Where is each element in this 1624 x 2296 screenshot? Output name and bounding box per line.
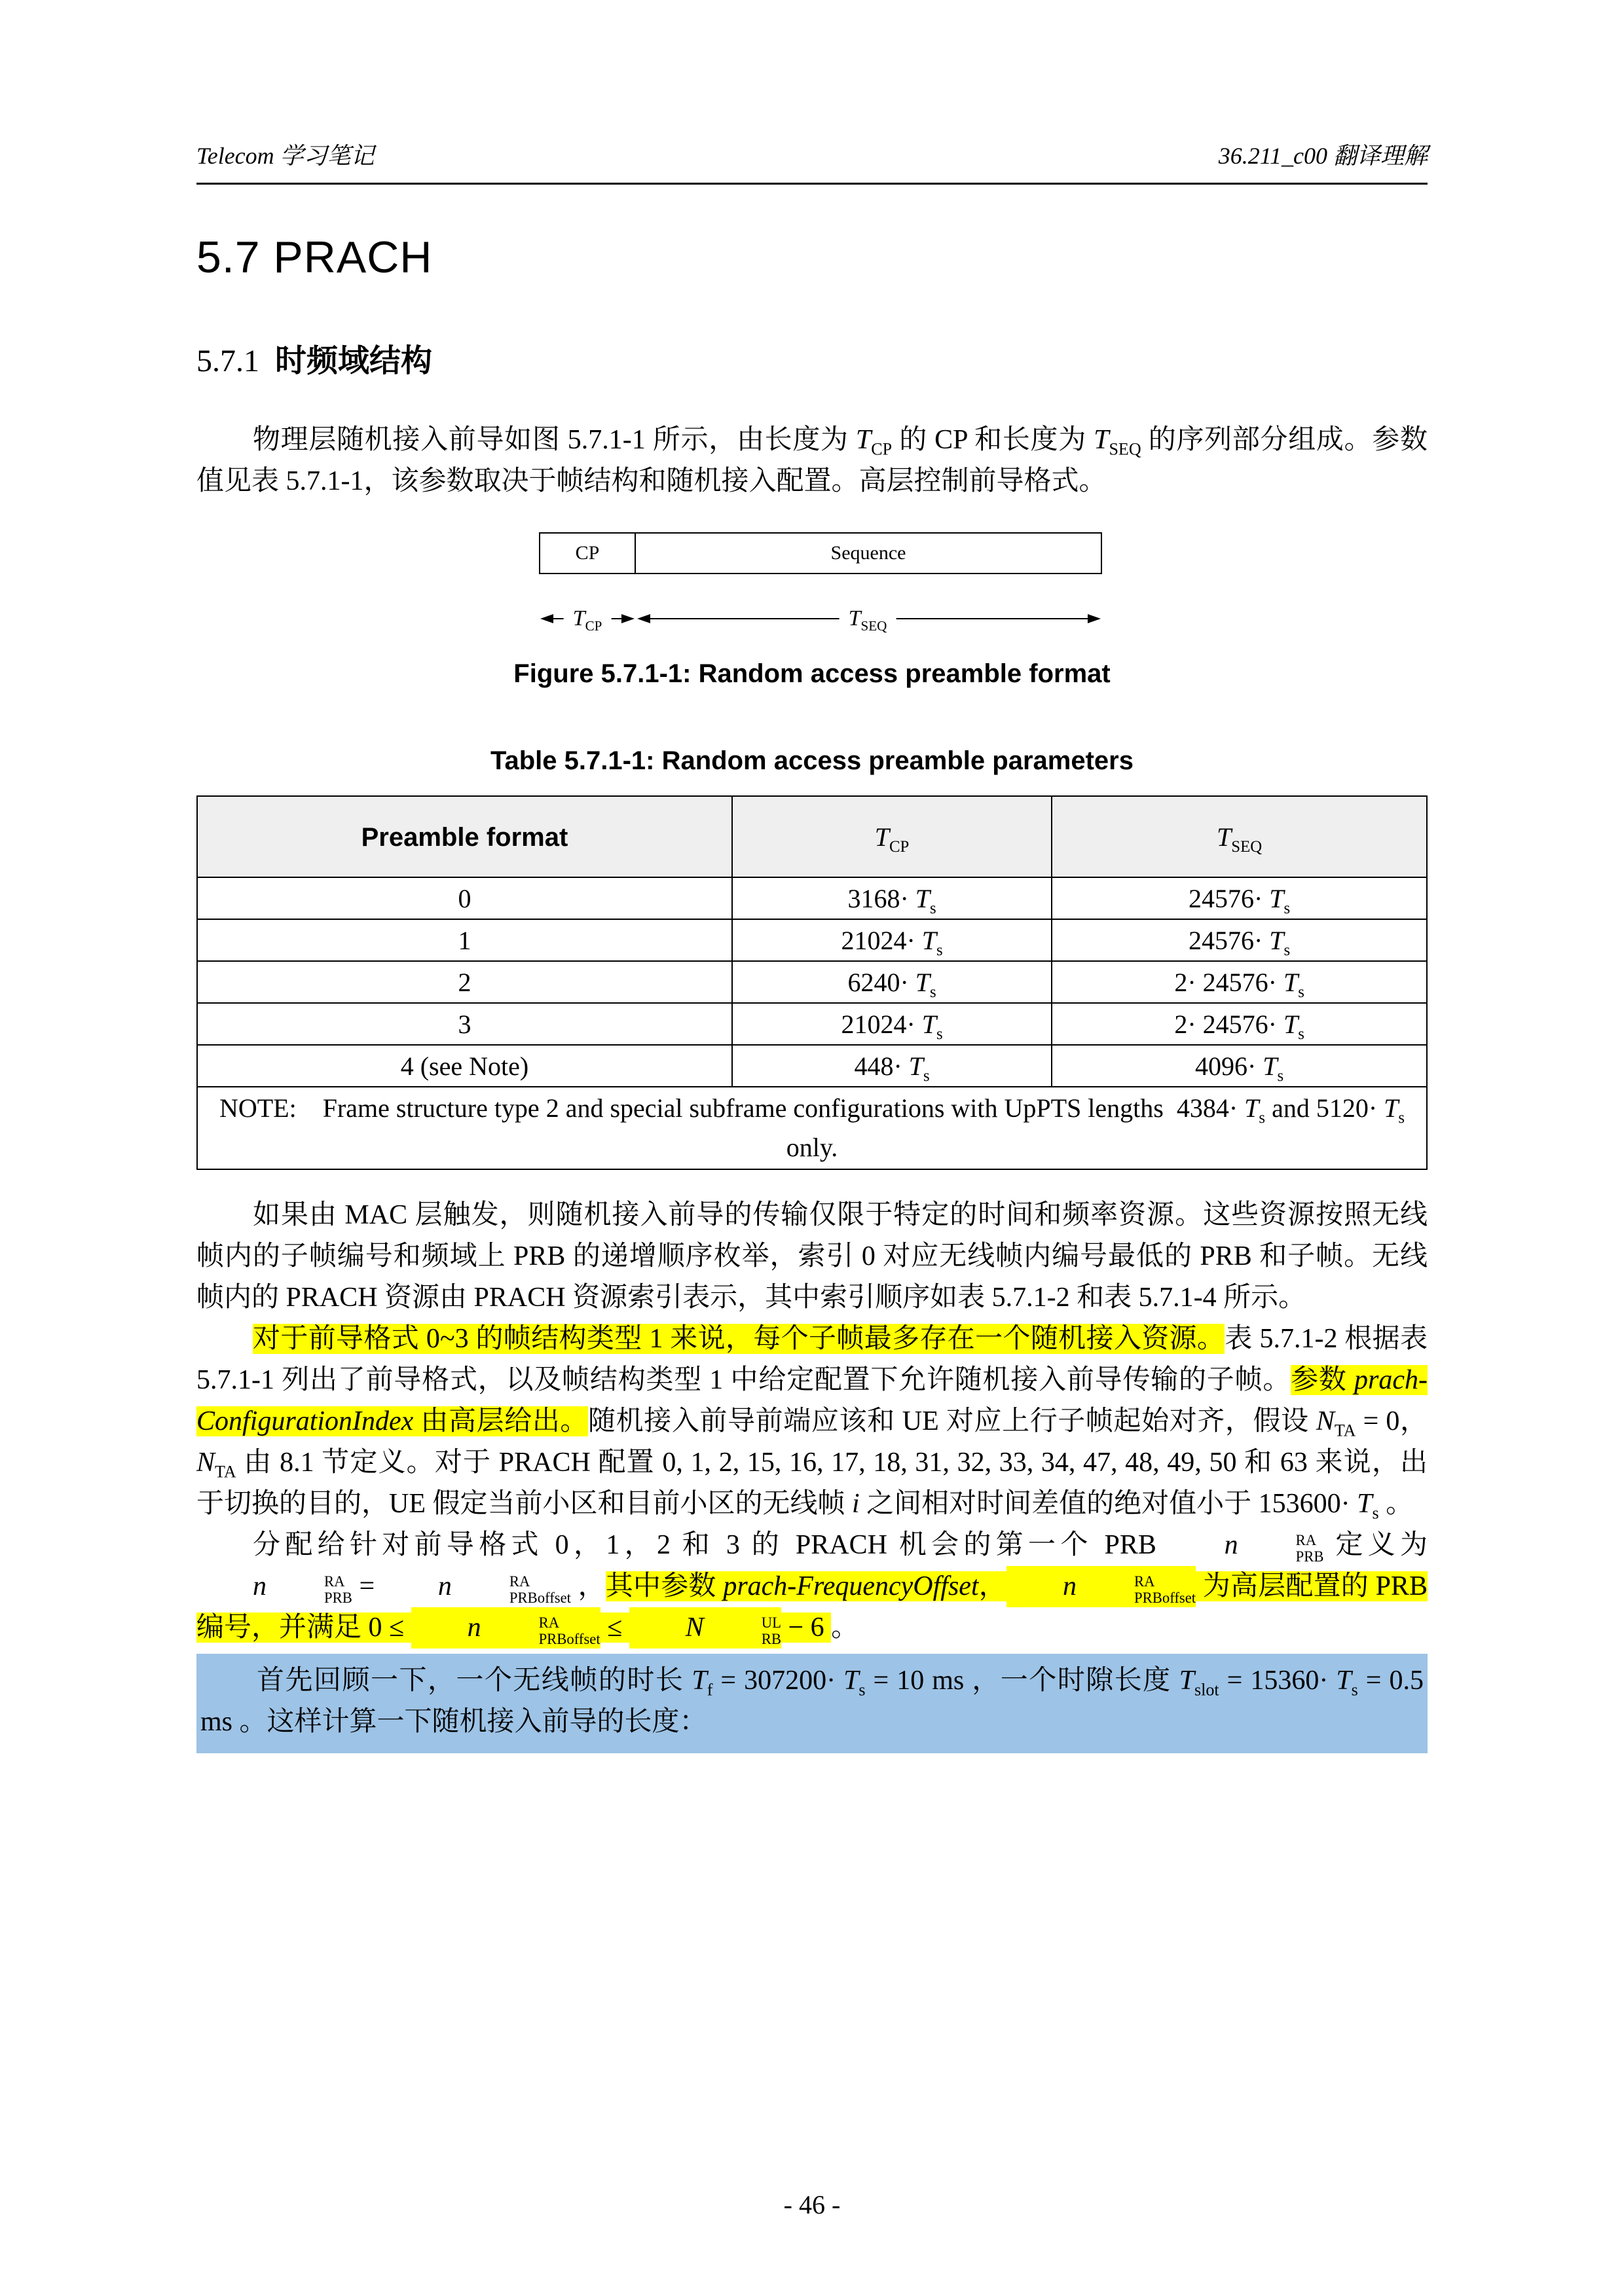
table-cell: $448\cdot T_s$: [732, 1045, 1052, 1087]
dimension-arrows: [539, 602, 1102, 636]
table-header-row: [197, 796, 1427, 877]
table-row: [197, 961, 1427, 1003]
table-cell: $4096\cdot T_s$: [1052, 1045, 1427, 1087]
table-row: [197, 1003, 1427, 1045]
table-row: [197, 1045, 1427, 1087]
table-body: [197, 877, 1427, 1169]
page-number: - 46 -: [783, 2190, 841, 2219]
cp-box: CP: [539, 532, 636, 574]
table-caption: Table 5.7.1-1: Random access preamble parameters: [490, 746, 1134, 775]
col-header-preamble-format: Preamble format: [197, 796, 732, 877]
paragraph-format-0-3: 对于前导格式 0~3 的帧结构类型 1 来说，每个子帧最多存在一个随机接入资源。表 5.7.1-2 根据表 5.7.1-1 列出了前导格式，以及帧结构类型 1 中给定配置下允许随机接入前导传输的子帧。参数 prach-ConfigurationIndex 由高层给出。随机接入前导前端应该和 UE 对应上行子帧起始对齐，假设 $N_{TA} = 0$， $N_{TA}$ 由 8.1 节定义。对于 PRACH 配置 0, 1, 2, 15, 16, 17, 18, 31, 32, 33, 34, 47, 48, 49, 50 和 63 来说，出于切换的目的，UE 假定当前小区和目前小区的无线帧 i 之间相对时间差值的绝对值小于 $153600\cdot T_s$ 。: [196, 1324, 1428, 1523]
figure-boxes: [539, 532, 1428, 574]
header-left: Telecom 学习笔记: [196, 143, 375, 169]
table-cell: 0: [197, 877, 732, 919]
col-header-tseq: $T_{SEQ}$: [1052, 796, 1427, 877]
table-cell: $3168\cdot T_s$: [732, 877, 1052, 919]
paragraph-intro: 物理层随机接入前导如图 5.7.1-1 所示，由长度为 $T_{CP}$ 的 CP 和长度为 $T_{SEQ}$ 的序列部分组成。参数值见表 5.7.1-1，该参数取决于帧结构和随机接入配置。高层控制前导格式。: [196, 425, 1428, 496]
tcp-arrow-label: $T_{CP}$: [564, 606, 612, 631]
table-cell: 4 (see Note): [197, 1045, 732, 1087]
page-title: 5.7 PRACH: [196, 232, 433, 282]
table-cell: $2\cdot 24576\cdot T_s$: [1052, 1003, 1427, 1045]
table-cell: $6240\cdot T_s$: [732, 961, 1052, 1003]
table-cell: $24576\cdot T_s$: [1052, 919, 1427, 961]
table-row: [197, 919, 1427, 961]
table-cell: 3: [197, 1003, 732, 1045]
paragraph-review-note: 首先回顾一下，一个无线帧的时长 $T_f = 307200\cdot T_s = 10$ ms ，一个时隙长度 $T_{slot} = 15360\cdot T_s = 0.5$ ms 。这样计算一下随机接入前导的长度：: [196, 1654, 1428, 1753]
table-cell: $21024\cdot T_s$: [732, 1003, 1052, 1045]
table-cell: $24576\cdot T_s$: [1052, 877, 1427, 919]
header-right: 36.211_c00 翻译理解: [1218, 143, 1428, 169]
table-cell: $2\cdot 24576\cdot T_s$: [1052, 961, 1427, 1003]
table-note-row: [197, 1087, 1427, 1169]
figure-caption: Figure 5.7.1-1: Random access preamble format: [513, 659, 1111, 688]
table-cell: $21024\cdot T_s$: [732, 919, 1052, 961]
preamble-format-figure: [196, 532, 1428, 636]
page-header: [196, 137, 1428, 185]
paragraph-mac-trigger: 如果由 MAC 层触发，则随机接入前导的传输仅限于特定的时间和频率资源。这些资源按照无线帧内的子帧编号和频域上 PRB 的递增顺序枚举，索引 0 对应无线帧内编号最低的 PRB 和子帧。无线帧内的 PRACH 资源由 PRACH 资源索引表示，其中索引顺序如表 5.7.1-2 和表 5.7.1-4 所示。: [196, 1200, 1428, 1313]
paragraph-first-prb: 分配给针对前导格式 0，1，2 和 3 的 PRACH 机会的第一个 PRB n RA PRB 定义为 n RA PRB = n RA PRBoffset ，其中参数 prach-FrequencyOffset， n RA PRBoffset 为高层配置的 PRB 编号，并满足 0 ≤ n RA PRBoffset ≤ N UL RB − 6 。: [196, 1530, 1428, 1648]
table-note: NOTE: Frame structure type 2 and special subframe configurations with UpPTS lengths $4384\cdot T_s$ and $5120\cdot T_s$ only.: [197, 1087, 1427, 1169]
table-cell: 2: [197, 961, 732, 1003]
section-heading: 5.7.1 时频域结构: [196, 344, 433, 378]
preamble-parameters-table: [196, 795, 1428, 1170]
col-header-tcp: $T_{CP}$: [732, 796, 1052, 877]
tseq-arrow-label: $T_{SEQ}$: [840, 606, 896, 631]
table-cell: 1: [197, 919, 732, 961]
sequence-box: Sequence: [636, 532, 1102, 574]
arrows-svg: [539, 602, 1102, 636]
table-row: [197, 877, 1427, 919]
